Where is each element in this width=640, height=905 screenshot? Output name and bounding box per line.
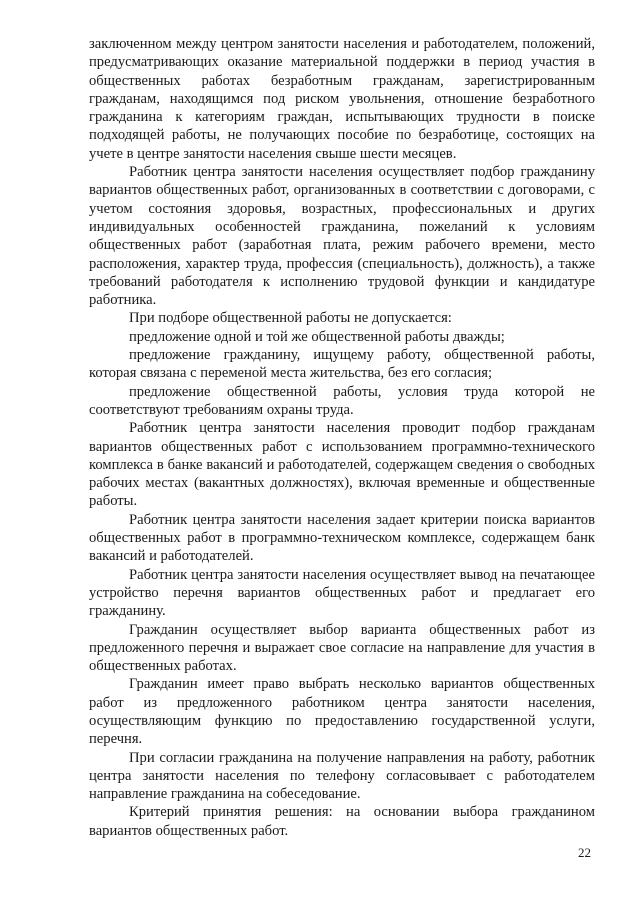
paragraph-not-allowed-item-2: предложение гражданину, ищущему работу, общественной работы, которая связана с переменой места жительства, без его согласия; (89, 347, 595, 382)
paragraph-not-allowed-heading: При подборе общественной работы не допускается: (129, 310, 452, 327)
page-number: 22 (578, 845, 591, 860)
paragraph-continuation: заключенном между центром занятости населения и работодателем, положений, предусматривающих оказание материальной поддержки в период участия в общественных работах безработным гражданам, зарегистрированным гражданам, находящимся под риском увольнения, отношение безработного гражданина к категориям граждан, испытывающих трудности в поиске подходящей работы, не получающих пособие по безработице, состоящих на учете в центре занятости населения свыше шести месяцев. (89, 36, 595, 162)
paragraph-search-criteria: Работник центра занятости населения задает критерии поиска вариантов общественных работ в программно-техническом комплексе, содержащем банк вакансий и работодателей. (89, 511, 595, 565)
paragraph-not-allowed-item-1: предложение одной и той же общественной работы дважды; (129, 328, 505, 345)
paragraph-phone-agreement: При согласии гражданина на получение направления на работу, работник центра занятости населения по телефону согласовывает с работодателем направление гражданина на собеседование. (89, 749, 595, 803)
paragraph-software-selection: Работник центра занятости населения проводит подбор гражданам вариантов общественных работ с использованием программно-технического комплекса в банке вакансий и работодателей, содержащем сведения о свободных рабочих местах (вакантных должностях), включая временные и общественные работы. (89, 420, 595, 510)
paragraph-multiple-choice: Гражданин имеет право выбрать несколько вариантов общественных работ из предложенного работником центра занятости населения, осуществляющим функцию по предоставлению государственной услуги, перечня. (89, 676, 595, 748)
paragraph-citizen-choice: Гражданин осуществляет выбор варианта общественных работ из предложенного перечня и выражает свое согласие на направление для участия в общественных работах. (89, 621, 595, 675)
paragraph-worker-selection: Работник центра занятости населения осуществляет подбор гражданину вариантов общественных работ, организованных в соответствии с договорами, с учетом состояния здоровья, возрастных, профессиональных и других индивидуальных особенностей гражданина, пожеланий к условиям общественных работ (заработная плата, режим рабочего времени, место расположения, характер труда, профессия (специальность), должность), а также требований работодателя к исполнению трудовой функции и кандидатуре работника. (89, 164, 595, 309)
paragraph-not-allowed-item-3: предложение общественной работы, условия труда которой не соответствуют требованиям охраны труда. (89, 383, 595, 418)
body-text (89, 35, 595, 840)
paragraph-decision-criterion: Критерий принятия решения: на основании выбора гражданином вариантов общественных работ. (89, 804, 595, 839)
paragraph-print-list: Работник центра занятости населения осуществляет вывод на печатающее устройство перечня вариантов общественных работ и предлагает его гражданину. (89, 566, 595, 620)
